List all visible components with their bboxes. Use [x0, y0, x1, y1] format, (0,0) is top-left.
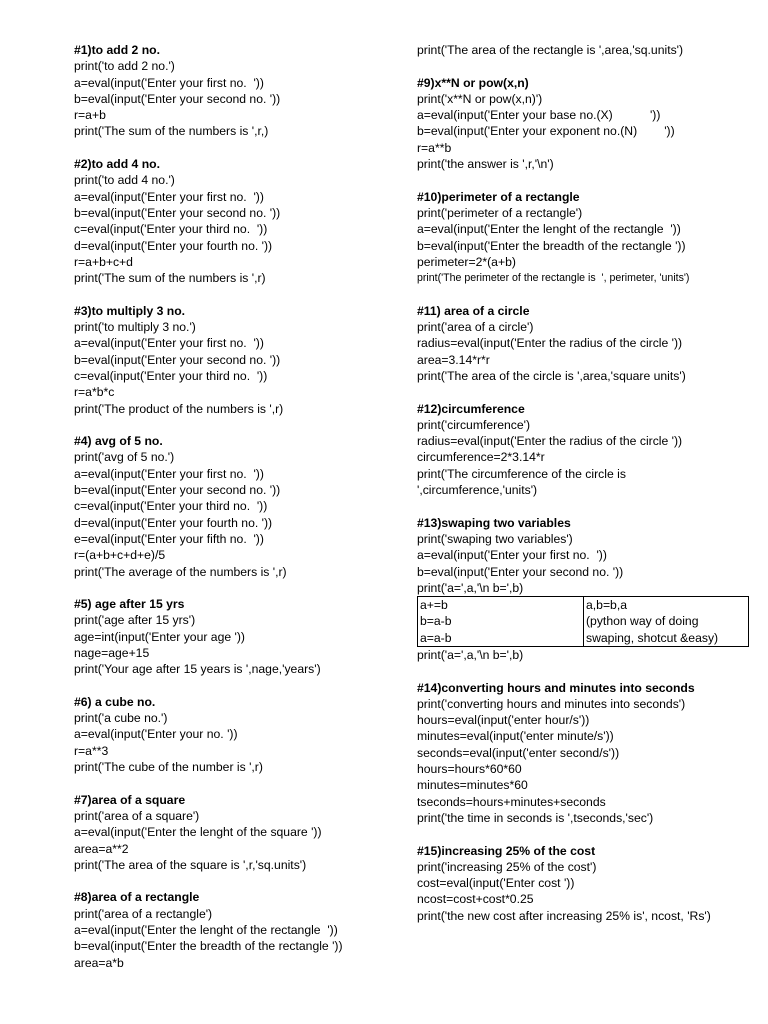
code-line: print('a=',a,'\n b=',b) — [417, 580, 524, 595]
section-8 — [74, 889, 404, 970]
code-line: a=eval(input('Enter the lenght of the square ')) — [74, 825, 322, 840]
code-line: print('a cube no.') — [74, 711, 168, 726]
code-line: a=eval(input('Enter your first no. ')) — [74, 336, 264, 351]
code-line: print('to multiply 3 no.') — [74, 320, 196, 335]
code-line: ncost=cost+cost*0.25 — [417, 892, 534, 907]
code-line: print('the answer is ',r,'\n') — [417, 157, 554, 172]
code-line: print('area of a rectangle') — [74, 906, 213, 921]
code-line: area=a**2 — [74, 841, 129, 856]
code-line: b=eval(input('Enter your second no. ')) — [74, 91, 281, 106]
section-title: #11) area of a circle — [417, 303, 530, 318]
code-line: radius=eval(input('Enter the radius of the circle ')) — [417, 434, 683, 449]
code-line: print('The area of the rectangle is ',area,'sq.units') — [417, 43, 684, 57]
section-12 — [417, 401, 757, 499]
code-line: b=eval(input('Enter your second no. ')) — [417, 564, 624, 579]
code-line: a=eval(input('Enter the lenght of the rectangle ')) — [417, 222, 681, 237]
code-line: hours=hours*60*60 — [417, 762, 522, 777]
code-line: b=eval(input('Enter your exponent no.(N) ')) — [417, 124, 675, 139]
code-line: c=eval(input('Enter your third no. ')) — [74, 368, 268, 383]
code-line: print('The average of the numbers is ',r) — [74, 564, 287, 579]
section-14 — [417, 680, 757, 827]
section-2 — [74, 156, 404, 286]
code-line: print('the new cost after increasing 25% is', ncost, 'Rs') — [417, 908, 711, 923]
code-line: print('The area of the square is ',r,'sq.units') — [74, 857, 307, 872]
code-line: d=eval(input('Enter your fourth no. ')) — [74, 238, 273, 253]
code-line: print('The sum of the numbers is ',r,) — [74, 124, 269, 139]
swap-arithmetic-cell: a+=b b=a-b a=a-b — [418, 597, 584, 647]
swap-table — [417, 596, 749, 647]
section-title: #6) a cube no. — [74, 694, 156, 709]
code-line: hours=eval(input('enter hour/s')) — [417, 713, 590, 728]
code-line: print('age after 15 yrs') — [74, 613, 196, 628]
section-title: #9)x**N or pow(x,n) — [417, 75, 529, 90]
code-line: print('swaping two variables') — [417, 531, 573, 546]
section-7 — [74, 792, 404, 873]
code-line: print('The circumference of the circle is — [417, 466, 626, 481]
code-line: seconds=eval(input('enter second/s')) — [417, 745, 620, 760]
right-column — [417, 42, 757, 924]
code-line: r=a**b — [417, 140, 452, 155]
code-line: a=eval(input('Enter your first no. ')) — [74, 75, 264, 90]
swap-python-cell: a,b=b,a (python way of doing swaping, shotcut &easy) — [584, 597, 749, 647]
code-line: print('Your age after 15 years is ',nage,'years') — [74, 662, 321, 677]
code-line: area=3.14*r*r — [417, 352, 490, 367]
code-line: print('to add 4 no.') — [74, 173, 175, 188]
code-line: b=eval(input('Enter the breadth of the rectangle ')) — [417, 238, 686, 253]
code-line: r=a+b+c+d — [74, 254, 133, 269]
code-line: r=a**3 — [74, 743, 109, 758]
code-line: print('converting hours and minutes into seconds') — [417, 696, 686, 711]
section-title: #10)perimeter of a rectangle — [417, 189, 580, 204]
code-line: cost=eval(input('Enter cost ')) — [417, 876, 575, 891]
code-line: a=eval(input('Enter your first no. ')) — [417, 548, 607, 563]
section-1 — [74, 42, 404, 140]
code-line: print('perimeter of a rectangle') — [417, 205, 583, 220]
section-11 — [417, 303, 757, 384]
code-line: print('increasing 25% of the cost') — [417, 859, 597, 874]
code-line: print('circumference') — [417, 417, 531, 432]
code-line: radius=eval(input('Enter the radius of the circle ')) — [417, 336, 683, 351]
code-line: print('area of a circle') — [417, 320, 534, 335]
section-title: #1)to add 2 no. — [74, 43, 160, 57]
code-line: tseconds=hours+minutes+seconds — [417, 794, 606, 809]
section-13 — [417, 515, 757, 664]
code-line: perimeter=2*(a+b) — [417, 254, 516, 269]
code-line: d=eval(input('Enter your fourth no. ')) — [74, 515, 273, 530]
left-column — [74, 42, 404, 971]
section-3 — [74, 303, 404, 417]
code-line: print('The sum of the numbers is ',r) — [74, 271, 266, 286]
code-line: r=(a+b+c+d+e)/5 — [74, 548, 166, 563]
section-9 — [417, 75, 757, 173]
code-line: print('The cube of the number is ',r) — [74, 760, 263, 775]
code-line: a=eval(input('Enter the lenght of the rectangle ')) — [74, 923, 338, 938]
section-4 — [74, 433, 404, 580]
code-line: print('avg of 5 no.') — [74, 450, 175, 465]
code-line: age=int(input('Enter your age ')) — [74, 629, 245, 644]
code-line: a=eval(input('Enter your base no.(X) ')) — [417, 108, 661, 123]
code-line: e=eval(input('Enter your fifth no. ')) — [74, 531, 264, 546]
section-title: #2)to add 4 no. — [74, 157, 160, 172]
code-line: c=eval(input('Enter your third no. ')) — [74, 222, 268, 237]
code-line: b=eval(input('Enter the breadth of the rectangle ')) — [74, 939, 343, 954]
code-line: b=eval(input('Enter your second no. ')) — [74, 352, 281, 367]
section-6 — [74, 694, 404, 775]
section-10 — [417, 189, 757, 287]
code-line: circumference=2*3.14*r — [417, 450, 545, 465]
code-line: minutes=eval(input('enter minute/s')) — [417, 729, 614, 744]
section-title: #15)increasing 25% of the cost — [417, 843, 596, 858]
section-title: #12)circumference — [417, 401, 525, 416]
code-line: area=a*b — [74, 955, 124, 970]
section-15 — [417, 843, 757, 924]
code-line: print('to add 2 no.') — [74, 59, 175, 74]
code-line: nage=age+15 — [74, 645, 150, 660]
code-line: c=eval(input('Enter your third no. ')) — [74, 499, 268, 514]
code-line-small: print('The perimeter of the rectangle is ', perimeter, 'units') — [417, 272, 690, 285]
section-title: #8)area of a rectangle — [74, 890, 200, 905]
code-line: a=eval(input('Enter your first no. ')) — [74, 189, 264, 204]
code-line: print('the time in seconds is ',tseconds,'sec') — [417, 810, 654, 825]
code-line: print('The product of the numbers is ',r) — [74, 401, 284, 416]
code-line: b=eval(input('Enter your second no. ')) — [74, 483, 281, 498]
code-line: print('a=',a,'\n b=',b) — [417, 647, 524, 662]
code-line: b=eval(input('Enter your second no. ')) — [74, 205, 281, 220]
section-title: #4) avg of 5 no. — [74, 434, 163, 449]
section-title: #13)swaping two variables — [417, 515, 571, 530]
code-line: print('area of a square') — [74, 808, 200, 823]
code-line: minutes=minutes*60 — [417, 778, 528, 793]
section-title: #3)to multiply 3 no. — [74, 303, 186, 318]
section-title: #7)area of a square — [74, 792, 186, 807]
code-line: print('x**N or pow(x,n)') — [417, 91, 543, 106]
section-title: #14)converting hours and minutes into seconds — [417, 680, 695, 695]
code-line: print('The area of the circle is ',area,'square units') — [417, 368, 686, 383]
code-line: r=a*b*c — [74, 385, 115, 400]
section-5 — [74, 596, 404, 677]
code-line: r=a+b — [74, 108, 106, 123]
section-title: #5) age after 15 yrs — [74, 597, 185, 612]
code-line: a=eval(input('Enter your no. ')) — [74, 727, 238, 742]
code-line: ',circumference,'units') — [417, 483, 538, 498]
code-line: a=eval(input('Enter your first no. ')) — [74, 466, 264, 481]
